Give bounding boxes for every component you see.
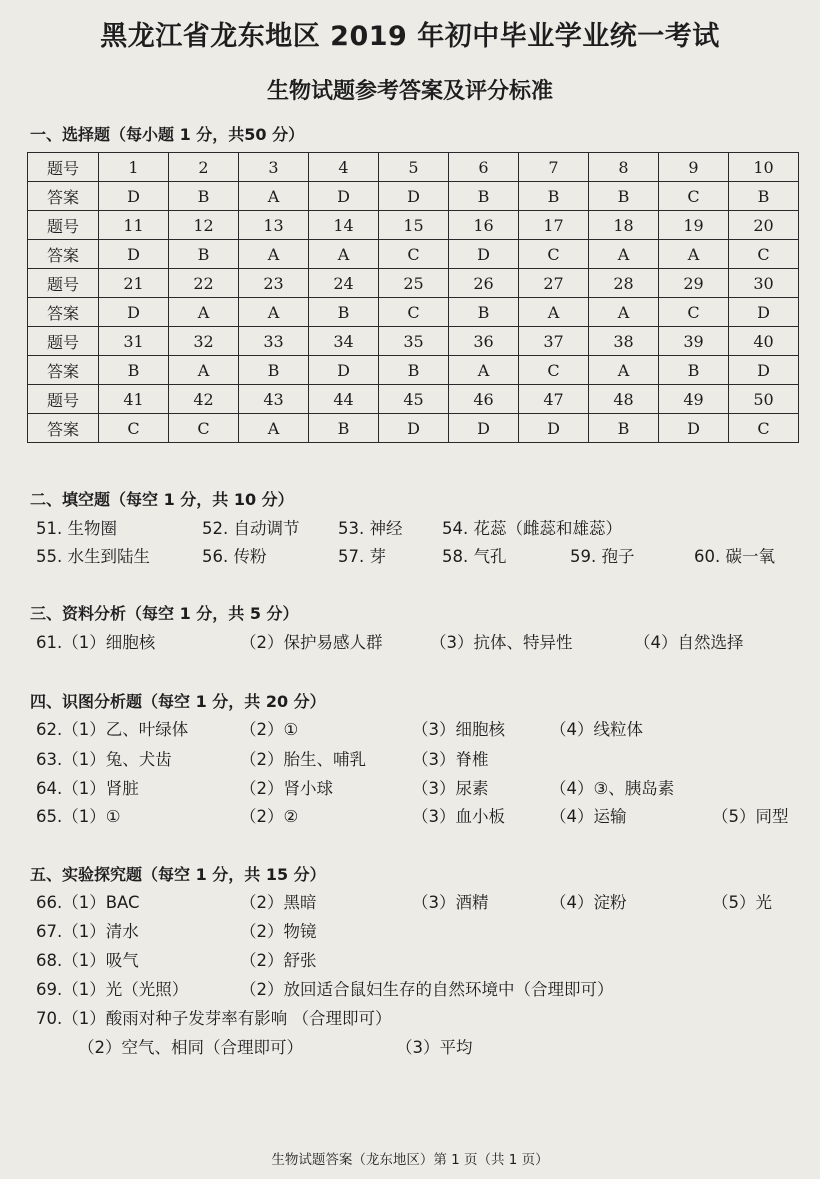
question-number-cell: 42: [169, 385, 239, 414]
q63-part3: （3）脊椎: [412, 750, 489, 769]
question-number-cell: 40: [729, 327, 799, 356]
answer-54: 54. 花蕊（雌蕊和雄蕊）: [442, 519, 622, 538]
answer-cell: B: [309, 414, 379, 443]
question-number-cell: 1: [99, 153, 169, 182]
q63-part1: 63.（1）兔、犬齿: [36, 750, 172, 769]
question-number-cell: 35: [379, 327, 449, 356]
answer-cell: A: [169, 356, 239, 385]
question-number-cell: 25: [379, 269, 449, 298]
q64-part3: （3）尿素: [412, 779, 489, 798]
q62-part1: 62.（1）乙、叶绿体: [36, 720, 189, 739]
section3-heading: 三、资料分析（每空 1 分，共 5 分）: [30, 604, 299, 623]
q66-part2: （2）黑暗: [240, 893, 317, 912]
question-label-cell: 题号: [28, 211, 99, 240]
answer-cell: B: [659, 356, 729, 385]
answer-cell: B: [169, 182, 239, 211]
answer-cell: A: [659, 240, 729, 269]
answer-row: [28, 356, 799, 385]
section5-heading: 五、实验探究题（每空 1 分，共 15 分）: [30, 865, 326, 884]
q67-part2: （2）物镜: [240, 922, 317, 941]
answer-cell: A: [589, 356, 659, 385]
answer-51: 51. 生物圈: [36, 519, 117, 538]
answer-cell: B: [729, 182, 799, 211]
answer-cell: B: [519, 182, 589, 211]
answer-row: [28, 414, 799, 443]
question-number-cell: 27: [519, 269, 589, 298]
question-label-cell: 题号: [28, 269, 99, 298]
section2-heading: 二、填空题（每空 1 分，共 10 分）: [30, 490, 294, 509]
q63-part2: （2）胎生、哺乳: [240, 750, 366, 769]
question-number-cell: 24: [309, 269, 379, 298]
answer-cell: A: [239, 298, 309, 327]
answer-53: 53. 神经: [338, 519, 403, 538]
question-number-cell: 29: [659, 269, 729, 298]
question-number-cell: 44: [309, 385, 379, 414]
answer-cell: B: [449, 182, 519, 211]
answer-58: 58. 气孔: [442, 547, 507, 566]
q64-part2: （2）肾小球: [240, 779, 333, 798]
q69-part1: 69.（1）光（光照）: [36, 980, 189, 999]
page-footer: 生物试题答案（龙东地区）第 1 页（共 1 页）: [271, 1152, 549, 1168]
answer-cell: C: [659, 298, 729, 327]
q65-part3: （3）血小板: [412, 807, 505, 826]
q70-part2: （2）空气、相同（合理即可）: [78, 1038, 303, 1057]
question-number-cell: 31: [99, 327, 169, 356]
question-number-cell: 16: [449, 211, 519, 240]
question-label-cell: 题号: [28, 327, 99, 356]
answer-cell: D: [729, 298, 799, 327]
answer-cell: C: [99, 414, 169, 443]
answer-label-cell: 答案: [28, 356, 99, 385]
answer-52: 52. 自动调节: [202, 519, 300, 538]
q68-part1: 68.（1）吸气: [36, 951, 139, 970]
answer-cell: C: [519, 356, 589, 385]
q61-part4: （4）自然选择: [634, 633, 744, 652]
question-number-cell: 13: [239, 211, 309, 240]
answer-cell: B: [379, 356, 449, 385]
question-number-cell: 43: [239, 385, 309, 414]
question-number-cell: 33: [239, 327, 309, 356]
answer-row: [28, 182, 799, 211]
answer-56: 56. 传粉: [202, 547, 267, 566]
answer-cell: C: [379, 298, 449, 327]
q62-part4: （4）线粒体: [550, 720, 643, 739]
answer-cell: A: [589, 298, 659, 327]
question-number-cell: 39: [659, 327, 729, 356]
answer-cell: D: [99, 240, 169, 269]
answer-cell: A: [449, 356, 519, 385]
q65-part5: （5）同型: [712, 807, 789, 826]
question-number-cell: 36: [449, 327, 519, 356]
exam-subtitle: 生物试题参考答案及评分标准: [266, 79, 553, 104]
answer-cell: D: [99, 298, 169, 327]
q62-part3: （3）细胞核: [412, 720, 505, 739]
q61-part1: 61.（1）细胞核: [36, 633, 156, 652]
answer-cell: D: [659, 414, 729, 443]
answer-cell: C: [659, 182, 729, 211]
answer-55: 55. 水生到陆生: [36, 547, 150, 566]
question-number-cell: 19: [659, 211, 729, 240]
answer-cell: A: [239, 182, 309, 211]
question-number-row: [28, 385, 799, 414]
question-number-cell: 32: [169, 327, 239, 356]
answer-59: 59. 孢子: [570, 547, 635, 566]
answer-cell: B: [589, 414, 659, 443]
question-number-cell: 21: [99, 269, 169, 298]
q61-part2: （2）保护易感人群: [240, 633, 383, 652]
answer-cell: D: [379, 182, 449, 211]
question-number-cell: 38: [589, 327, 659, 356]
answer-cell: A: [519, 298, 589, 327]
question-number-cell: 26: [449, 269, 519, 298]
answer-row: [28, 298, 799, 327]
question-number-cell: 37: [519, 327, 589, 356]
answer-label-cell: 答案: [28, 414, 99, 443]
question-number-cell: 3: [239, 153, 309, 182]
answer-cell: D: [309, 356, 379, 385]
answer-cell: D: [309, 182, 379, 211]
answer-cell: D: [519, 414, 589, 443]
answer-cell: D: [99, 182, 169, 211]
q66-part5: （5）光: [712, 893, 772, 912]
q68-part2: （2）舒张: [240, 951, 317, 970]
question-number-cell: 14: [309, 211, 379, 240]
answer-57: 57. 芽: [338, 547, 386, 566]
answer-label-cell: 答案: [28, 298, 99, 327]
answer-cell: B: [309, 298, 379, 327]
answer-60: 60. 碳一氧: [694, 547, 775, 566]
question-number-cell: 6: [449, 153, 519, 182]
q66-part4: （4）淀粉: [550, 893, 627, 912]
question-number-cell: 20: [729, 211, 799, 240]
q70-part1: 70.（1）酸雨对种子发芽率有影响 （合理即可）: [36, 1009, 392, 1028]
answer-cell: D: [449, 414, 519, 443]
q69-part2: （2）放回适合鼠妇生存的自然环境中（合理即可）: [240, 980, 614, 999]
section1-heading: 一、选择题（每小题 1 分，共50 分）: [30, 125, 305, 144]
q66-part1: 66.（1）BAC: [36, 893, 140, 912]
question-number-cell: 11: [99, 211, 169, 240]
answer-cell: B: [449, 298, 519, 327]
answer-cell: D: [729, 356, 799, 385]
question-number-cell: 7: [519, 153, 589, 182]
answer-cell: A: [169, 298, 239, 327]
q67-part1: 67.（1）清水: [36, 922, 139, 941]
q65-part1: 65.（1）①: [36, 807, 121, 826]
question-number-cell: 45: [379, 385, 449, 414]
answer-cell: A: [239, 414, 309, 443]
answer-cell: C: [729, 414, 799, 443]
exam-title: 黑龙江省龙东地区 2019 年初中毕业学业统一考试: [100, 21, 720, 52]
answer-cell: C: [169, 414, 239, 443]
question-number-cell: 46: [449, 385, 519, 414]
answer-cell: A: [589, 240, 659, 269]
question-number-row: [28, 153, 799, 182]
question-number-cell: 15: [379, 211, 449, 240]
question-number-cell: 5: [379, 153, 449, 182]
q65-part4: （4）运输: [550, 807, 627, 826]
answer-row: [28, 240, 799, 269]
question-label-cell: 题号: [28, 385, 99, 414]
question-number-cell: 47: [519, 385, 589, 414]
answer-cell: B: [589, 182, 659, 211]
answer-table: [27, 152, 799, 443]
question-number-cell: 23: [239, 269, 309, 298]
question-label-cell: 题号: [28, 153, 99, 182]
q65-part2: （2）②: [240, 807, 299, 826]
q70-part3: （3）平均: [396, 1038, 473, 1057]
answer-cell: C: [519, 240, 589, 269]
answer-cell: B: [99, 356, 169, 385]
question-number-row: [28, 211, 799, 240]
answer-cell: B: [239, 356, 309, 385]
question-number-cell: 17: [519, 211, 589, 240]
question-number-cell: 2: [169, 153, 239, 182]
question-number-cell: 34: [309, 327, 379, 356]
answer-cell: D: [449, 240, 519, 269]
answer-cell: D: [379, 414, 449, 443]
answer-cell: C: [379, 240, 449, 269]
question-number-cell: 48: [589, 385, 659, 414]
question-number-cell: 9: [659, 153, 729, 182]
q64-part4: （4）③、胰岛素: [550, 779, 675, 798]
answer-cell: A: [309, 240, 379, 269]
question-number-cell: 4: [309, 153, 379, 182]
section4-heading: 四、识图分析题（每空 1 分，共 20 分）: [30, 692, 326, 711]
q62-part2: （2）①: [240, 720, 299, 739]
q64-part1: 64.（1）肾脏: [36, 779, 139, 798]
question-number-cell: 49: [659, 385, 729, 414]
q66-part3: （3）酒精: [412, 893, 489, 912]
answer-cell: A: [239, 240, 309, 269]
question-number-cell: 18: [589, 211, 659, 240]
question-number-cell: 41: [99, 385, 169, 414]
question-number-cell: 8: [589, 153, 659, 182]
question-number-cell: 30: [729, 269, 799, 298]
question-number-cell: 22: [169, 269, 239, 298]
answer-label-cell: 答案: [28, 240, 99, 269]
answer-cell: B: [169, 240, 239, 269]
question-number-cell: 50: [729, 385, 799, 414]
question-number-row: [28, 327, 799, 356]
question-number-row: [28, 269, 799, 298]
question-number-cell: 12: [169, 211, 239, 240]
q61-part3: （3）抗体、特异性: [430, 633, 573, 652]
answer-cell: C: [729, 240, 799, 269]
question-number-cell: 28: [589, 269, 659, 298]
question-number-cell: 10: [729, 153, 799, 182]
answer-label-cell: 答案: [28, 182, 99, 211]
